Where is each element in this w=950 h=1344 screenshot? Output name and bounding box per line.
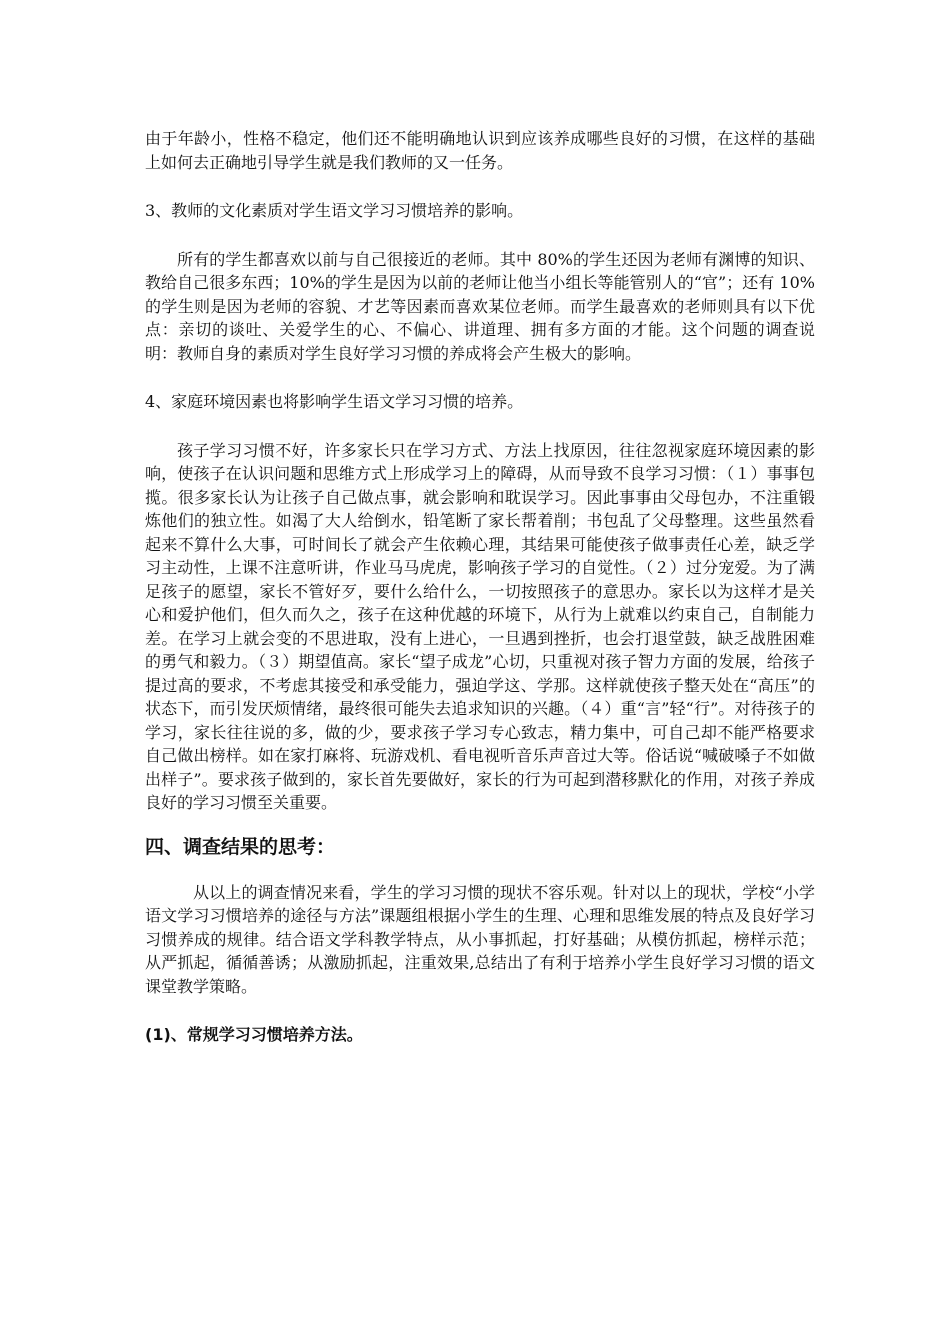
paragraph-family-environment: 孩子学习习惯不好，许多家长只在学习方式、方法上找原因，往往忽视家庭环境因素的影响，使孩子在认识问题和思维方式上形成学习上的障碍，从而导致不良学习习惯：（１）事事包揽。很多家长认为让孩子自己做点事，就会影响和耽误学习。因此事事由父母包办，不注重锻炼他们的独立性。如渴了大人给倒水，铅笔断了家长帮着削；书包乱了父母整理。这些虽然看起来不算什么大事，可时间长了就会产生依赖心理，其结果可能使孩子做事责任心差，缺乏学习主动性，上课不注意听讲，作业马马虎虎，影响孩子学习的自觉性。（２）过分宠爱。为了满足孩子的愿望，家长不管好歹，要什么给什么，一切按照孩子的意思办。家长以为这样才是关心和爱护他们，但久而久之，孩子在这种优越的环境下，从行为上就难以约束自己，自制能力差。在学习上就会变的不思进取，没有上进心，一旦遇到挫折，也会打退堂鼓，缺乏战胜困难的勇气和毅力。（３）期望值高。家长“望子成龙”心切，只重视对孩子智力方面的发展，给孩子提过高的要求，不考虑其接受和承受能力，强迫学这、学那。这样就使孩子整天处在“高压”的状态下，而引发厌烦情绪，最终很可能失去追求知识的兴趣。（４）重“言”轻“行”。对待孩子的学习，家长往往说的多，做的少，要求孩子学习专心致志，精力集中，可自己却不能严格要求自己做出榜样。如在家打麻将、玩游戏机、看电视听音乐声音过大等。俗话说“喊破嗓子不如做出样子”。要求孩子做到的，家长首先要做好，家长的行为可起到潜移默化的作用，对孩子养成良好的学习习惯至关重要。 [145,440,815,812]
document-body [145,127,815,1047]
paragraph-age-character: 由于年龄小，性格不稳定，他们还不能明确地认识到应该养成哪些良好的习惯，在这样的基础上如何去正确地引导学生就是我们教师的又一任务。 [145,129,815,172]
section-heading-reflection: 四、调查结果的思考： [145,835,336,858]
paragraph-survey-reflection: 从以上的调查情况来看，学生的学习习惯的现状不容乐观。针对以上的现状，学校“小学语文学习习惯培养的途径与方法”课题组根据小学生的生理、心理和思维发展的特点及良好学习习惯养成的规律。结合语文学科教学特点，从小事抓起，打好基础；从模仿抓起，榜样示范；从严抓起，循循善诱；从激励抓起，注重效果,总结出了有利于培养小学生良好学习习惯的语文课堂教学策略。 [145,882,815,996]
subheading-routine-habits: (1)、常规学习习惯培养方法。 [145,1025,363,1044]
section-4-title: 4、家庭环境因素也将影响学生语文学习习惯的培养。 [145,392,524,411]
paragraph-teacher-quality: 所有的学生都喜欢以前与自己很接近的老师。其中 80%的学生还因为老师有渊博的知识、教给自己很多东西；10%的学生是因为以前的老师让他当小组长等能管别人的“官”；还有 10%的学生则是因为老师的容貌、才艺等因素而喜欢某位老师。而学生最喜欢的老师则具有以下优点：亲切的谈吐、关爱学生的心、不偏心、讲道理、拥有多方面的才能。这个问题的调查说明：教师自身的素质对学生良好学习习惯的养成将会产生极大的影响。 [145,249,815,363]
section-3-title: 3、教师的文化素质对学生语文学习习惯培养的影响。 [145,201,524,220]
